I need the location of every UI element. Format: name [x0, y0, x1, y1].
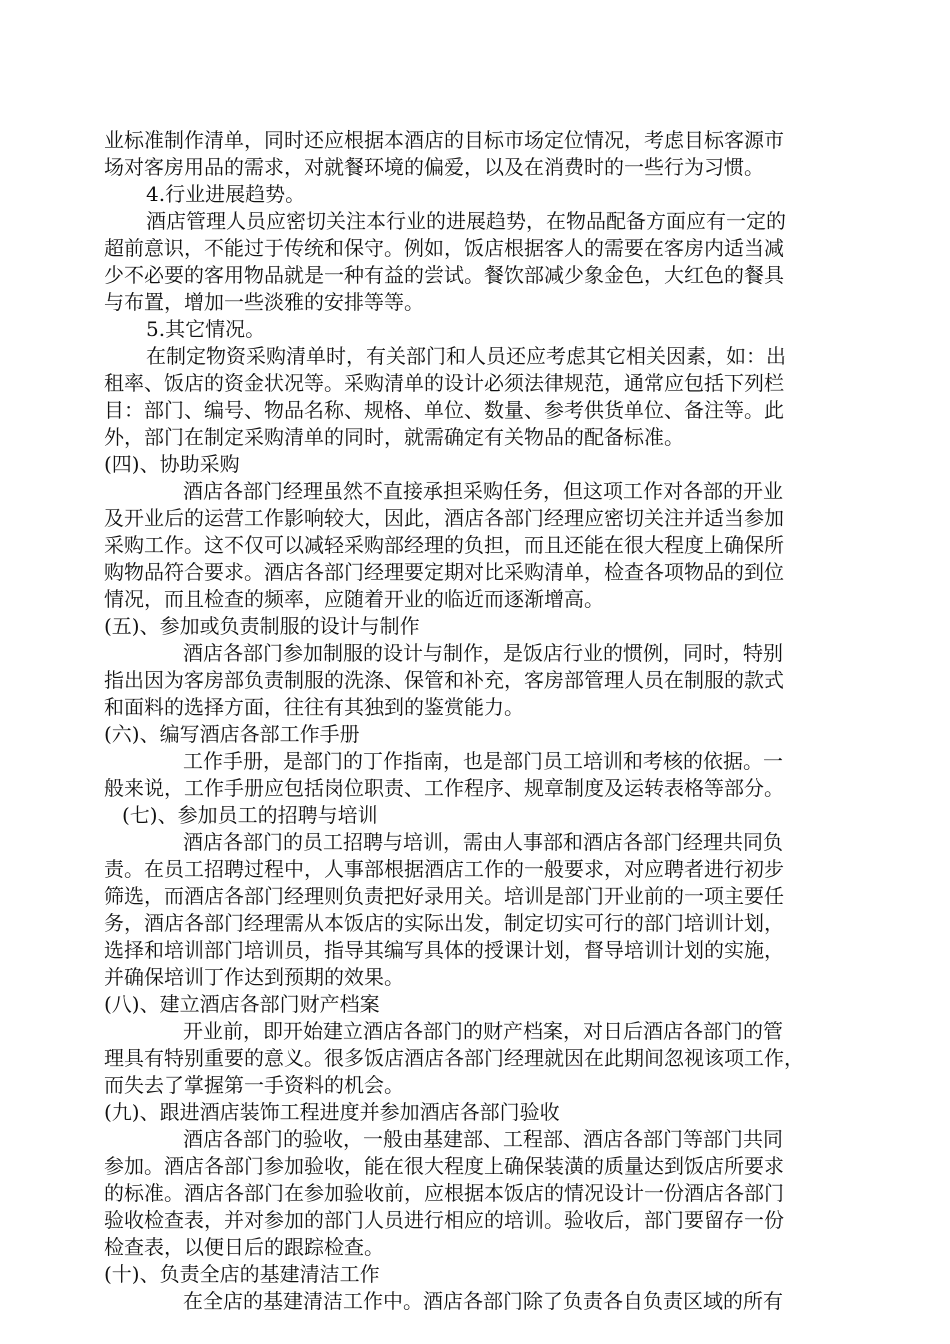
text-line: 指出因为客房部负责制服的洗涤、保管和补充，客房部管理人员在制服的款式 — [104, 668, 784, 692]
text-line: 酒店各部门的验收，一般由基建部、工程部、酒店各部门等部门共同 — [183, 1127, 783, 1151]
text-line: 务，酒店各部门经理需从本饭店的实际出发，制定切实可行的部门培训计划， — [104, 911, 784, 935]
text-line: 外，部门在制定采购清单的同时，就需确定有关物品的配备标准。 — [104, 425, 684, 449]
text-line: 与布置，增加一些淡雅的安排等等。 — [104, 290, 424, 314]
text-line: 理具有特别重要的意义。很多饭店酒店各部门经理就因在此期间忽视该项工作， — [104, 1046, 804, 1070]
text-line: 检查表，以便日后的跟踪检查。 — [104, 1235, 384, 1259]
text-line: 酒店各部门的员工招聘与培训，需由人事部和酒店各部门经理共同负 — [183, 830, 783, 854]
text-line: 酒店各部门参加制服的设计与制作，是饭店行业的惯例，同时，特别 — [183, 641, 783, 665]
text-line: 目：部门、编号、物品名称、规格、单位、数量、参考供货单位、备注等。此 — [104, 398, 784, 422]
text-line: 责。在员工招聘过程中，人事部根据酒店工作的一般要求，对应聘者进行初步 — [104, 857, 784, 881]
text-line: 开业前，即开始建立酒店各部门的财产档案，对日后酒店各部门的管 — [183, 1019, 783, 1043]
section-heading: (九)、跟进酒店装饰工程进度并参加酒店各部门验收 — [104, 1100, 560, 1124]
text-line: 验收检查表，并对参加的部门人员进行相应的培训。验收后，部门要留存一份 — [104, 1208, 784, 1232]
text-line: 在全店的基建清洁工作中。酒店各部门除了负责各自负责区域的所有 — [183, 1289, 783, 1313]
text-line: 少不必要的客用物品就是一种有益的尝试。餐饮部减少象金色，大红色的餐具 — [104, 263, 784, 287]
text-line: 工作手册，是部门的丁作指南，也是部门员工培训和考核的依据。一 — [183, 749, 783, 773]
text-line: 并确保培训丁作达到预期的效果。 — [104, 965, 404, 989]
text-line: 酒店各部门经理虽然不直接承担采购任务，但这项工作对各部的开业 — [183, 479, 783, 503]
text-line: 般来说，工作手册应包括岗位职责、工作程序、规章制度及运转表格等部分。 — [104, 776, 784, 800]
text-line: 的标准。酒店各部门在参加验收前，应根据本饭店的情况设计一份酒店各部门 — [104, 1181, 784, 1205]
text-line: 情况，而且检查的频率，应随着开业的临近而逐渐增高。 — [104, 587, 604, 611]
text-line: 及开业后的运营工作影响较大，因此，酒店各部门经理应密切关注并适当参加 — [104, 506, 784, 530]
text-line: 业标准制作清单，同时还应根据本酒店的目标市场定位情况，考虑目标客源市 — [104, 128, 784, 152]
text-line: 和面料的选择方面，往往有其独到的鉴赏能力。 — [104, 695, 524, 719]
text-line: 在制定物资采购清单时，有关部门和人员还应考虑其它相关因素，如：出 — [146, 344, 786, 368]
section-heading: (四)、协助采购 — [104, 452, 240, 476]
text-line: 场对客房用品的需求，对就餐环境的偏爱，以及在消费时的一些行为习惯。 — [104, 155, 764, 179]
text-line: 参加。酒店各部门参加验收，能在很大程度上确保装潢的质量达到饭店所要求 — [104, 1154, 784, 1178]
text-line: 超前意识，不能过于传统和保守。例如，饭店根据客人的需要在客房内适当减 — [104, 236, 784, 260]
section-heading: (五)、参加或负责制服的设计与制作 — [104, 614, 420, 638]
text-line: 酒店管理人员应密切关注本行业的进展趋势，在物品配备方面应有一定的 — [146, 209, 786, 233]
section-heading: 4.行业进展趋势。 — [146, 182, 306, 206]
section-heading: 5.其它情况。 — [146, 317, 266, 341]
text-line: 租率、饭店的资金状况等。采购清单的设计必须法律规范，通常应包括下列栏 — [104, 371, 784, 395]
section-heading: (六)、编写酒店各部工作手册 — [104, 722, 360, 746]
text-line: 采购工作。这不仅可以减轻采购部经理的负担，而且还能在很大程度上确保所 — [104, 533, 784, 557]
section-heading: (八)、建立酒店各部门财产档案 — [104, 992, 380, 1016]
text-line: 筛选，而酒店各部门经理则负责把好录用关。培训是部门开业前的一项主要任 — [104, 884, 784, 908]
section-heading: (七)、参加员工的招聘与培训 — [122, 803, 378, 827]
text-line: 而失去了掌握第一手资料的机会。 — [104, 1073, 404, 1097]
section-heading: (十)、负责全店的基建清洁工作 — [104, 1262, 380, 1286]
text-line: 选择和培训部门培训员，指导其编写具体的授课计划，督导培训计划的实施， — [104, 938, 784, 962]
text-line: 购物品符合要求。酒店各部门经理要定期对比采购清单，检查各项物品的到位 — [104, 560, 784, 584]
